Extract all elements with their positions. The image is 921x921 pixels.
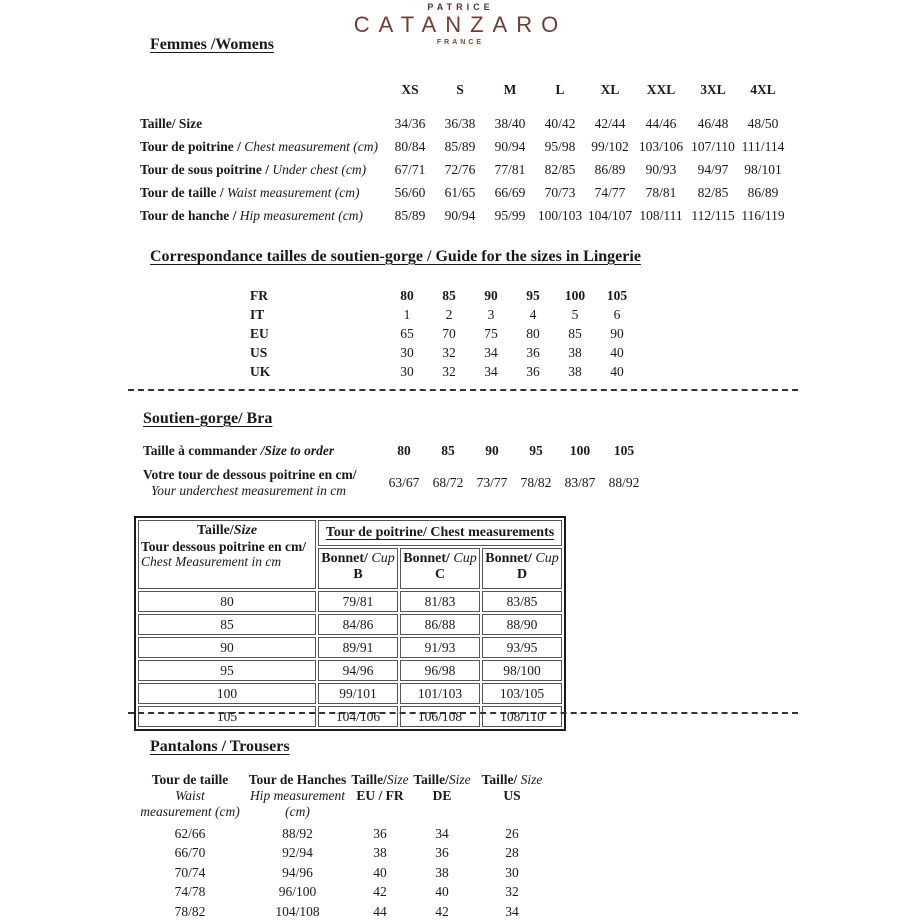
table-cell: 95: [526, 287, 540, 303]
corner-title: [141, 523, 313, 539]
size-cell: 95: [138, 660, 316, 681]
women-size-table: [140, 76, 787, 227]
row-label: FR: [250, 287, 268, 303]
table-cell: 90: [610, 325, 624, 341]
table-cell: 36: [526, 344, 540, 360]
table-cell: 103/105: [482, 683, 562, 704]
row-label-en: Under chest (cm): [272, 161, 367, 177]
table-cell: 36: [526, 363, 540, 379]
brand-logo-patrice: PATRICE: [427, 2, 494, 12]
table-cell: 83/85: [482, 591, 562, 612]
size-cell: 85: [138, 614, 316, 635]
table-cell: 88/92: [282, 825, 313, 841]
table-cell: 108/110: [482, 706, 562, 727]
cup-letter: D: [516, 567, 528, 582]
table-cell: 80: [400, 287, 414, 303]
column-label-fr: Tour de Hanches: [248, 772, 347, 787]
size-header-4xl: 4XL: [750, 82, 776, 97]
table-row: [138, 683, 562, 704]
row-label: US: [250, 344, 268, 360]
table-cell: 81/83: [400, 591, 480, 612]
table-cell: 86/88: [400, 614, 480, 635]
corner-line-fr: Tour dessous poitrine en cm/: [141, 539, 307, 554]
table-cell: 90: [484, 287, 498, 303]
brand-logo-france: FRANCE: [436, 39, 485, 46]
table-cell: 66/70: [174, 845, 206, 861]
cup-label-en: Cup: [367, 551, 395, 566]
table-cell: 98/100: [482, 660, 562, 681]
trousers-section-heading: Pantalons / Trousers: [150, 738, 290, 755]
table-cell: 83/87: [564, 475, 596, 490]
table-cell: 74/78: [174, 884, 206, 900]
corner-line-en: Chest Measurement in cm: [141, 554, 282, 569]
table-cell: 30: [505, 864, 519, 880]
table-cell: 88/90: [482, 614, 562, 635]
brand-logo: [0, 2, 921, 46]
column-label: [410, 772, 474, 788]
size-header-l: L: [555, 82, 565, 97]
cup-b-header: [318, 548, 398, 589]
table-cell: 116/119: [741, 207, 785, 223]
table-cell: 95/99: [494, 207, 526, 223]
table-cell: 94/97: [697, 161, 729, 177]
cup-letter: C: [434, 567, 446, 582]
size-cell: 80: [138, 591, 316, 612]
table-cell: 30: [400, 344, 414, 360]
cup-letter: B: [353, 567, 363, 582]
bra-section-heading: Soutien-gorge/ Bra: [143, 410, 273, 427]
table-cell: 40: [435, 884, 449, 900]
table-cell: 98/101: [744, 161, 782, 177]
size-header-xxl: XXL: [646, 82, 676, 97]
column-label-en: Size: [448, 772, 471, 787]
table-cell: 2: [445, 306, 453, 322]
row-label: [140, 158, 385, 181]
table-row: [135, 844, 550, 864]
table-cell: 5: [571, 306, 579, 322]
cup-label-fr: Bonnet/: [321, 551, 368, 566]
table-cell: 85: [568, 325, 582, 341]
table-row: [140, 112, 787, 135]
size-cell: 90: [138, 637, 316, 658]
table-cell: 61/65: [444, 184, 476, 200]
table-cell: 42/44: [594, 115, 626, 131]
table-cell: 3: [487, 306, 495, 322]
table-cell: 80: [526, 325, 540, 341]
table-cell: 46/48: [697, 115, 729, 131]
table-cell: 34: [435, 825, 449, 841]
trousers-size-table: [135, 772, 550, 921]
column-label: [350, 772, 410, 788]
table-cell: 80: [397, 443, 411, 458]
row-label: [140, 204, 385, 227]
table-row: [250, 324, 638, 343]
table-cell: 100: [564, 287, 586, 303]
size-cell: 100: [138, 683, 316, 704]
column-sub-label: EU / FR: [356, 788, 404, 803]
size-header-m: M: [503, 82, 517, 97]
size-header-xl: XL: [600, 82, 620, 97]
table-cell: 26: [505, 825, 519, 841]
women-section-heading: Femmes /Womens: [150, 36, 274, 53]
size-header-3xl: 3XL: [700, 82, 726, 97]
column-label-fr: Tour de taille: [151, 772, 229, 787]
table-cell: 89/91: [318, 637, 398, 658]
table-cell: 72/76: [444, 161, 476, 177]
table-cell: 94/96: [318, 660, 398, 681]
size-cell: 105: [138, 706, 316, 727]
table-cell: 100: [569, 443, 591, 458]
column-label-fr: Taille/: [351, 772, 387, 787]
hip-column-header: [245, 772, 350, 824]
table-cell: 82/85: [544, 161, 576, 177]
table-row: [138, 660, 562, 681]
row-label-fr: Tour de sous poitrine /: [140, 161, 273, 177]
table-cell: 95: [529, 443, 543, 458]
table-cell: 106/108: [400, 706, 480, 727]
waist-column-header: [135, 772, 245, 824]
column-label-en: Hip measurement: [249, 788, 346, 803]
table-row: [138, 591, 562, 612]
table-cell: 36/38: [444, 115, 476, 131]
table-cell: 36: [435, 845, 449, 861]
table-cell: 38/40: [494, 115, 526, 131]
table-row: [138, 614, 562, 635]
eu-fr-column-header: [350, 772, 410, 824]
table-cell: 105: [613, 443, 635, 458]
cup-label-fr: Bonnet/: [403, 551, 450, 566]
table-row: [140, 204, 787, 227]
cup-label-fr: Bonnet/: [485, 551, 532, 566]
table-row: [135, 863, 550, 883]
table-cell: 67/71: [394, 161, 426, 177]
cup-label-en: Cup: [449, 551, 477, 566]
cup-label-en: Cup: [531, 551, 559, 566]
table-row: [140, 158, 787, 181]
table-cell: 88/92: [608, 475, 640, 490]
row-label-en: Hip measurement (cm): [239, 207, 363, 223]
table-cell: 85/89: [394, 207, 426, 223]
table-cell: 90/93: [645, 161, 677, 177]
table-cell: 38: [373, 845, 387, 861]
cup-d-header: [482, 548, 562, 589]
row-label-fr: Taille/ Size: [140, 115, 203, 131]
brand-logo-catanzaro: CATANZARO: [353, 12, 568, 37]
table-cell: 40: [373, 864, 387, 880]
column-sub-label: US: [503, 788, 521, 803]
table-cell: 40: [610, 363, 624, 379]
row-label: [143, 462, 382, 504]
table-cell: 38: [568, 344, 582, 360]
table-cell: 30: [400, 363, 414, 379]
row-label-en: Waist measurement (cm): [227, 184, 360, 200]
table-cell: 36: [373, 825, 387, 841]
table-cell: 80/84: [394, 138, 426, 154]
table-cell: 32: [442, 363, 456, 379]
table-cell: 74/77: [594, 184, 626, 200]
table-cell: 99/101: [318, 683, 398, 704]
table-cell: 78/82: [520, 475, 552, 490]
table-cell: 91/93: [400, 637, 480, 658]
table-cell: 104/108: [275, 903, 320, 919]
table-cell: 85: [442, 287, 456, 303]
row-label-fr: Tour de hanche /: [140, 207, 240, 223]
table-cell: 86/89: [594, 161, 626, 177]
column-label-en: Waist: [175, 788, 205, 803]
table-cell: 96/98: [400, 660, 480, 681]
table-cell: 70: [442, 325, 456, 341]
row-label: UK: [250, 363, 271, 379]
table-cell: 77/81: [494, 161, 526, 177]
corner-title-fr: Taille/: [196, 523, 234, 538]
row-label: [140, 112, 385, 135]
table-cell: 6: [613, 306, 621, 322]
lingerie-section-heading: Correspondance tailles de soutien-gorge / Guide for the sizes in Lingerie: [150, 248, 641, 265]
table-cell: 34: [505, 903, 519, 919]
chest-measurements-span-header: [318, 520, 562, 546]
table-cell: 78/81: [645, 184, 677, 200]
table-cell: 101/103: [400, 683, 480, 704]
row-label: [143, 440, 382, 462]
table-cell: 1: [403, 306, 411, 322]
bra-order-table: [143, 440, 646, 504]
corner-spacer: [140, 76, 385, 112]
table-cell: 111/114: [741, 138, 785, 154]
size-header-xs: XS: [401, 82, 419, 97]
table-row: [250, 305, 638, 324]
table-cell: 105: [606, 287, 628, 303]
table-cell: 78/82: [174, 903, 206, 919]
table-cell: 90: [485, 443, 499, 458]
table-row: [138, 706, 562, 727]
cup-c-header: [400, 548, 480, 589]
table-cell: 34/36: [394, 115, 426, 131]
table-cell: 62/66: [174, 825, 206, 841]
table-cell: 100/103: [537, 207, 583, 223]
row-label: [140, 135, 385, 158]
de-column-header: [410, 772, 474, 824]
row-label-fr: Tour de taille /: [140, 184, 228, 200]
table-cell: 68/72: [432, 475, 464, 490]
table-cell: 66/69: [494, 184, 526, 200]
table-row: [250, 343, 638, 362]
row-label-en: Your underchest measurement in cm: [151, 483, 346, 498]
table-cell: 32: [442, 344, 456, 360]
dashed-divider: [128, 389, 798, 391]
table-cell: 90/94: [494, 138, 526, 154]
table-cell: 44: [373, 903, 387, 919]
table-cell: 42: [373, 884, 387, 900]
table-row: [138, 637, 562, 658]
table-cell: 104/106: [318, 706, 398, 727]
column-label-fr: Taille/: [481, 772, 521, 787]
table-cell: 48/50: [747, 115, 779, 131]
row-label: IT: [250, 306, 265, 322]
table-row: [135, 883, 550, 903]
table-cell: 70/73: [544, 184, 576, 200]
table-cell: 108/111: [639, 207, 683, 223]
table-row: [140, 181, 787, 204]
column-label: [474, 772, 550, 788]
table-cell: 112/115: [691, 207, 735, 223]
table-cell: 107/110: [691, 138, 735, 154]
table-cell: 99/102: [591, 138, 629, 154]
table-cell: 86/89: [747, 184, 779, 200]
column-label-en: measurement (cm): [140, 804, 240, 819]
column-label-en: (cm): [285, 804, 310, 819]
row-label-fr: Taille à commander: [143, 443, 258, 458]
table-row: [250, 286, 638, 305]
table-cell: 104/107: [587, 207, 633, 223]
cup-table-header-row: [138, 520, 562, 546]
table-cell: 96/100: [278, 884, 317, 900]
table-row: [143, 462, 646, 504]
table-cell: 65: [400, 325, 414, 341]
table-cell: 95/98: [544, 138, 576, 154]
table-cell: 32: [505, 884, 519, 900]
row-label-fr: Votre tour de dessous poitrine en cm/: [143, 467, 357, 482]
table-cell: 44/46: [645, 115, 677, 131]
table-cell: 38: [435, 864, 449, 880]
table-cell: 92/94: [282, 845, 313, 861]
table-cell: 40/42: [544, 115, 576, 131]
table-cell: 94/96: [282, 864, 313, 880]
women-size-header-row: [140, 76, 787, 112]
us-column-header: [474, 772, 550, 824]
table-cell: 93/95: [482, 637, 562, 658]
row-label-en: /Size to order: [257, 443, 335, 458]
table-row: [143, 440, 646, 462]
column-label-en: Size: [520, 772, 543, 787]
table-cell: 75: [484, 325, 498, 341]
cup-size-table: [134, 516, 566, 731]
table-cell: 56/60: [394, 184, 426, 200]
row-label: EU: [250, 325, 269, 341]
column-label-en: Size: [386, 772, 409, 787]
table-cell: 34: [484, 363, 498, 379]
table-row: [135, 902, 550, 921]
table-row: [250, 362, 638, 381]
table-cell: 28: [505, 845, 519, 861]
table-cell: 90/94: [444, 207, 476, 223]
table-cell: 63/67: [388, 475, 420, 490]
cup-table-corner-cell: [138, 520, 316, 589]
column-label-fr: Taille/: [413, 772, 449, 787]
table-cell: 85/89: [444, 138, 476, 154]
table-row: [135, 824, 550, 844]
size-header-s: S: [456, 82, 464, 97]
lingerie-size-table: [250, 286, 638, 381]
table-cell: 82/85: [697, 184, 729, 200]
trousers-header-row: [135, 772, 550, 824]
corner-title-en: Size: [233, 523, 258, 538]
table-cell: 73/77: [476, 475, 508, 490]
row-label-en: Chest measurement (cm): [244, 138, 378, 154]
table-cell: 84/86: [318, 614, 398, 635]
table-cell: 42: [435, 903, 449, 919]
table-row: [140, 135, 787, 158]
table-cell: 79/81: [318, 591, 398, 612]
dashed-divider: [128, 712, 798, 714]
row-label: [140, 181, 385, 204]
column-sub-label: DE: [432, 788, 452, 803]
table-cell: 70/74: [174, 864, 206, 880]
table-cell: 4: [529, 306, 537, 322]
table-cell: 40: [610, 344, 624, 360]
table-cell: 34: [484, 344, 498, 360]
table-cell: 103/106: [638, 138, 684, 154]
chest-measurements-label: Tour de poitrine/ Chest measurements: [325, 525, 555, 540]
row-label-fr: Tour de poitrine /: [140, 138, 245, 154]
table-cell: 38: [568, 363, 582, 379]
table-cell: 85: [441, 443, 455, 458]
